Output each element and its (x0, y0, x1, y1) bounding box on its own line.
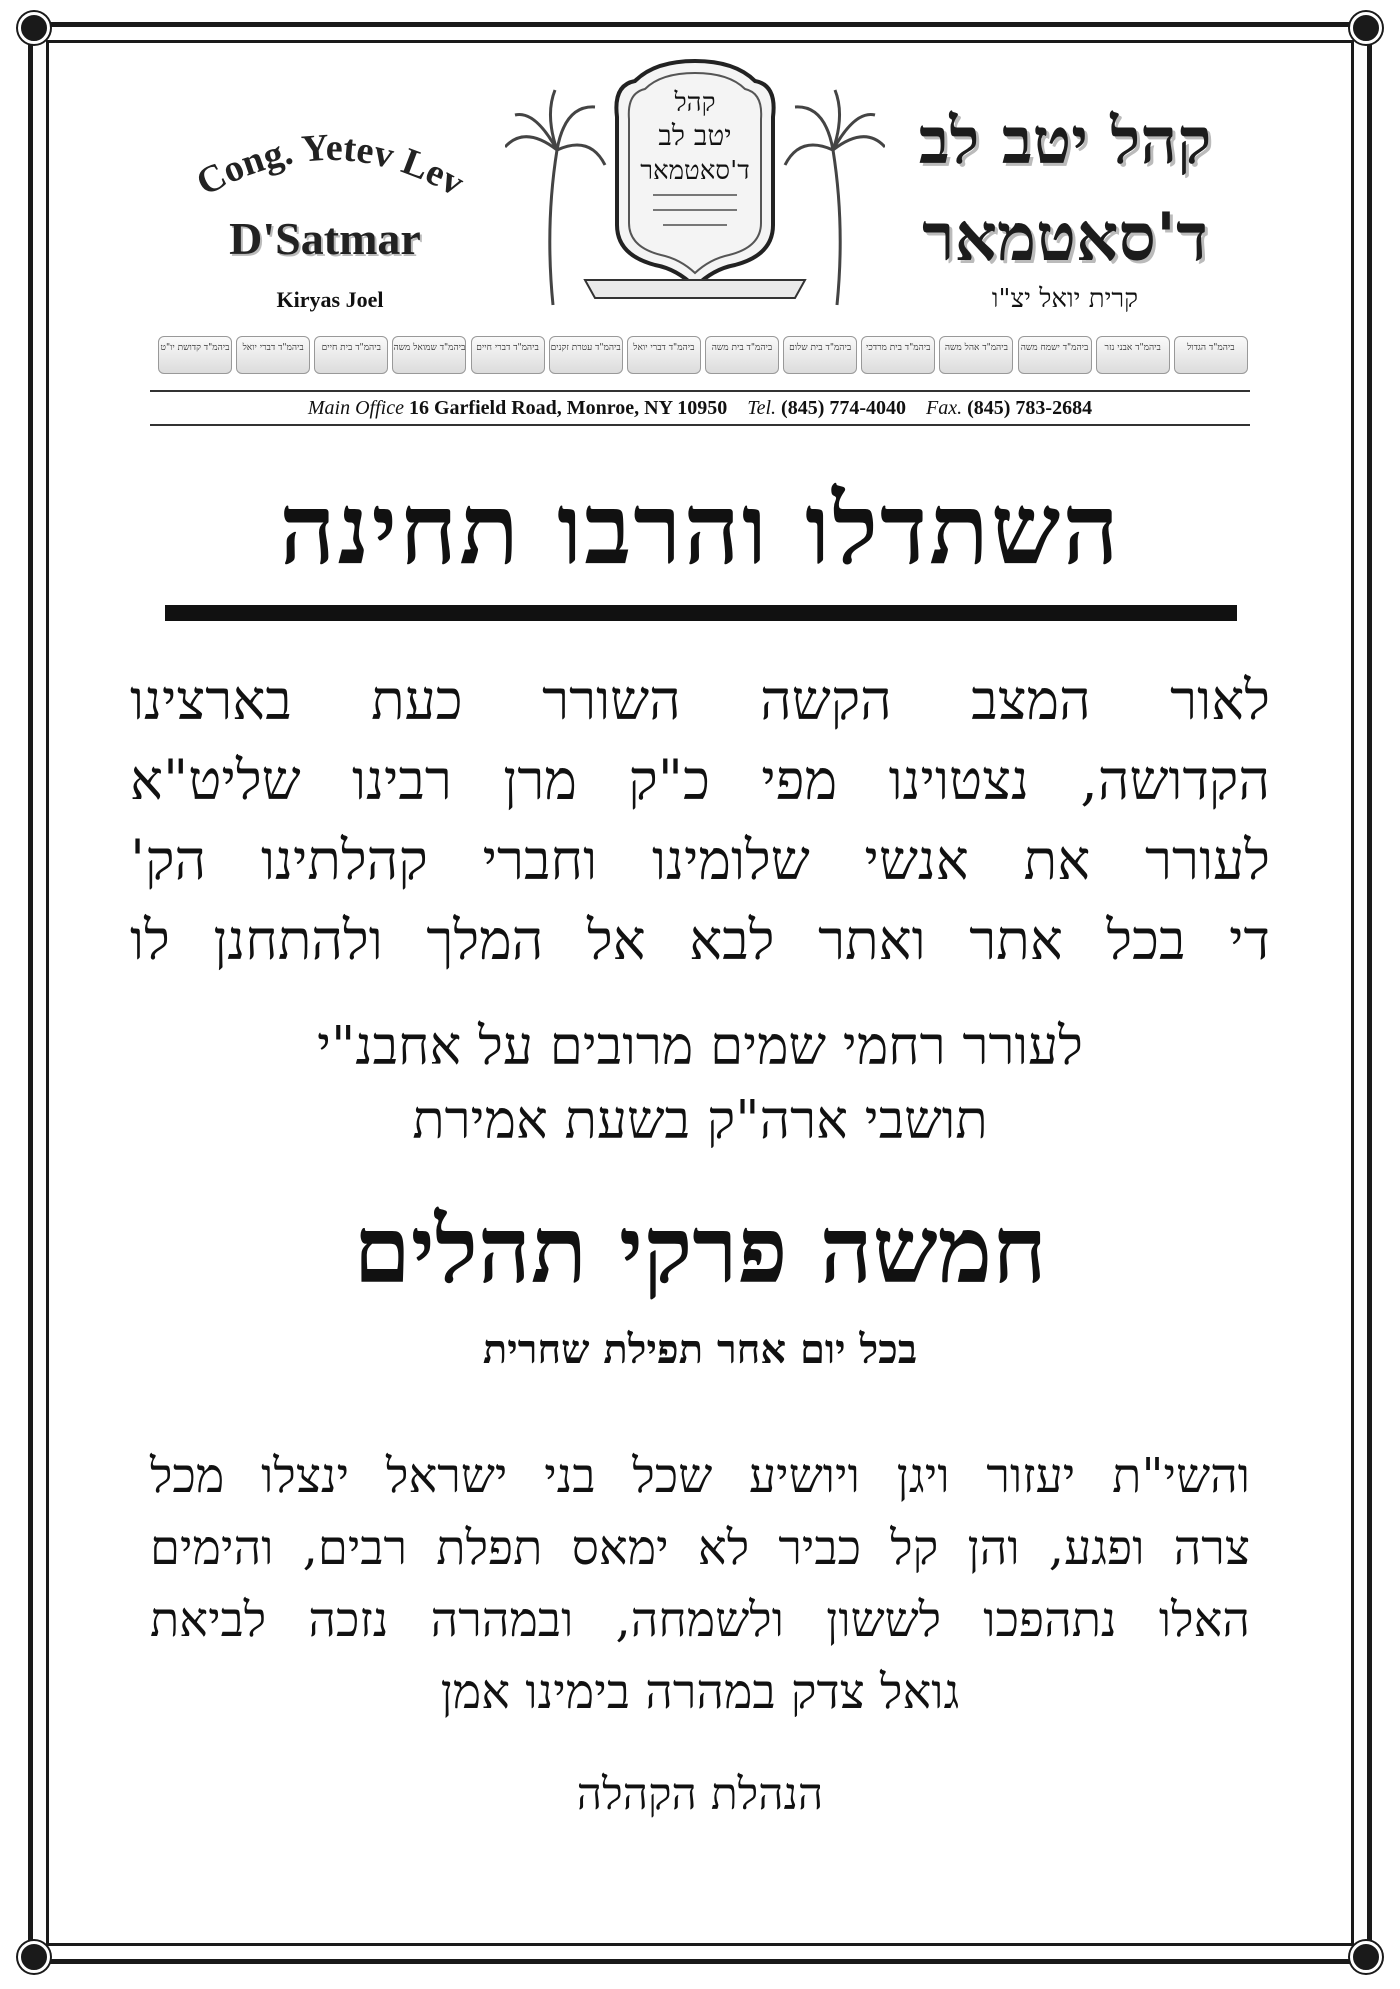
town-hebrew: קרית יואל יצ"ו (991, 284, 1139, 314)
congregation-satmar-hebrew: ד'סאטמאר (922, 198, 1208, 276)
congregation-english: Cong. Yetev Lev (189, 126, 471, 205)
branch-badge: ביהמ"ד דברי יואל (627, 336, 701, 374)
fax-label: Fax. (926, 397, 963, 419)
office-label: Main Office (307, 397, 404, 419)
paragraph-line: והשי"ת יעזור ויגן ויושיע שכל בני ישראל ינצלו מכל (150, 1448, 1250, 1504)
branch-badge: ביהמ"ד בית משה (705, 336, 779, 374)
tel-label: Tel. (747, 397, 777, 419)
emblem-line-3: ד'סאטמאר (640, 156, 750, 186)
notice-paragraph-1 (130, 660, 1270, 980)
svg-text:Cong. Yetev Lev (190, 127, 471, 205)
branch-badge: ביהמ"ד ישמח משה (1018, 336, 1092, 374)
paragraph-line: האלו נתהפכו לששון ולשמחה, ובמהרה נזכה לביאת (150, 1592, 1250, 1648)
notice-headline: השתדלו והרבו תחינה (279, 472, 1121, 587)
branch-badge: ביהמ"ד שמואל משה (392, 336, 466, 374)
notice-paragraph-2 (200, 1010, 1200, 1158)
signature: הנהלת הקהלה (576, 1769, 824, 1820)
branch-badge: ביהמ"ד אהל משה (939, 336, 1013, 374)
palm-tree-left-icon (505, 90, 605, 305)
corner-ornament (18, 1941, 50, 1973)
branch-badge: ביהמ"ד בית שלום (783, 336, 857, 374)
branch-badge: ביהמ"ד דברי יואל (236, 336, 310, 374)
office-contact-line (150, 390, 1250, 426)
paragraph-line: צרה ופגע, והן קל כביר לא ימאס תפלת רבים, והימים (150, 1520, 1250, 1576)
branch-badge: ביהמ"ד אבני נזר (1096, 336, 1170, 374)
town-english: Kiryas Joel (276, 287, 384, 312)
tehillim-title: חמשה פרקי תהלים (353, 1196, 1047, 1304)
corner-ornament (18, 12, 50, 44)
headline-underline (165, 605, 1237, 621)
tel-number: (845) 774-4040 (781, 397, 907, 419)
emblem-line-2: יטב לב (658, 119, 732, 152)
fax-number: (845) 783-2684 (967, 397, 1093, 419)
office-address: 16 Garfield Road, Monroe, NY 10950 (408, 397, 728, 419)
congregation-emblem (505, 55, 885, 310)
branch-badge: ביהמ"ד דברי חיים (471, 336, 545, 374)
congregation-name-hebrew: קהל יטב לב (918, 104, 1212, 179)
corner-ornament (1350, 12, 1382, 44)
branch-badge: ביהמ"ד בית מרדכי (861, 336, 935, 374)
paragraph-line: תושבי ארה"ק בשעת אמירת (412, 1090, 988, 1151)
palm-tree-right-icon (785, 90, 885, 305)
branch-badge: ביהמ"ד בית חיים (314, 336, 388, 374)
congregation-name-english: D'Satmar (229, 213, 421, 264)
corner-ornament (1350, 1941, 1382, 1973)
paragraph-line: לעורר רחמי שמים מרובים על אחבנ"י (317, 1016, 1083, 1077)
branch-badge: ביהמ"ד קדושת יו"ט (158, 336, 232, 374)
paragraph-line: גואל צדק במהרה בימינו אמן (440, 1664, 960, 1720)
branch-badge: ביהמ"ד הגדול (1174, 336, 1248, 374)
branch-badge: ביהמ"ד עטרת זקנים (549, 336, 623, 374)
tehillim-schedule: בכל יום אחר תפילת שחרית (482, 1326, 918, 1373)
paragraph-line: די בכל אתר ואתר לבא אל המלך ולהתחנן לו (130, 908, 1270, 972)
paragraph-line: לעורר את אנשי שלומינו וחברי קהלתינו הק' (130, 828, 1270, 892)
paragraph-line: הקדושה, נצטוינו מפי כ"ק מרן רבינו שליט"א (130, 748, 1270, 812)
branch-list (158, 336, 1248, 378)
paragraph-line: לאור המצב הקשה השורר כעת בארצינו (130, 668, 1270, 732)
emblem-line-1: קהל (674, 88, 716, 118)
notice-paragraph-3 (150, 1440, 1250, 1728)
